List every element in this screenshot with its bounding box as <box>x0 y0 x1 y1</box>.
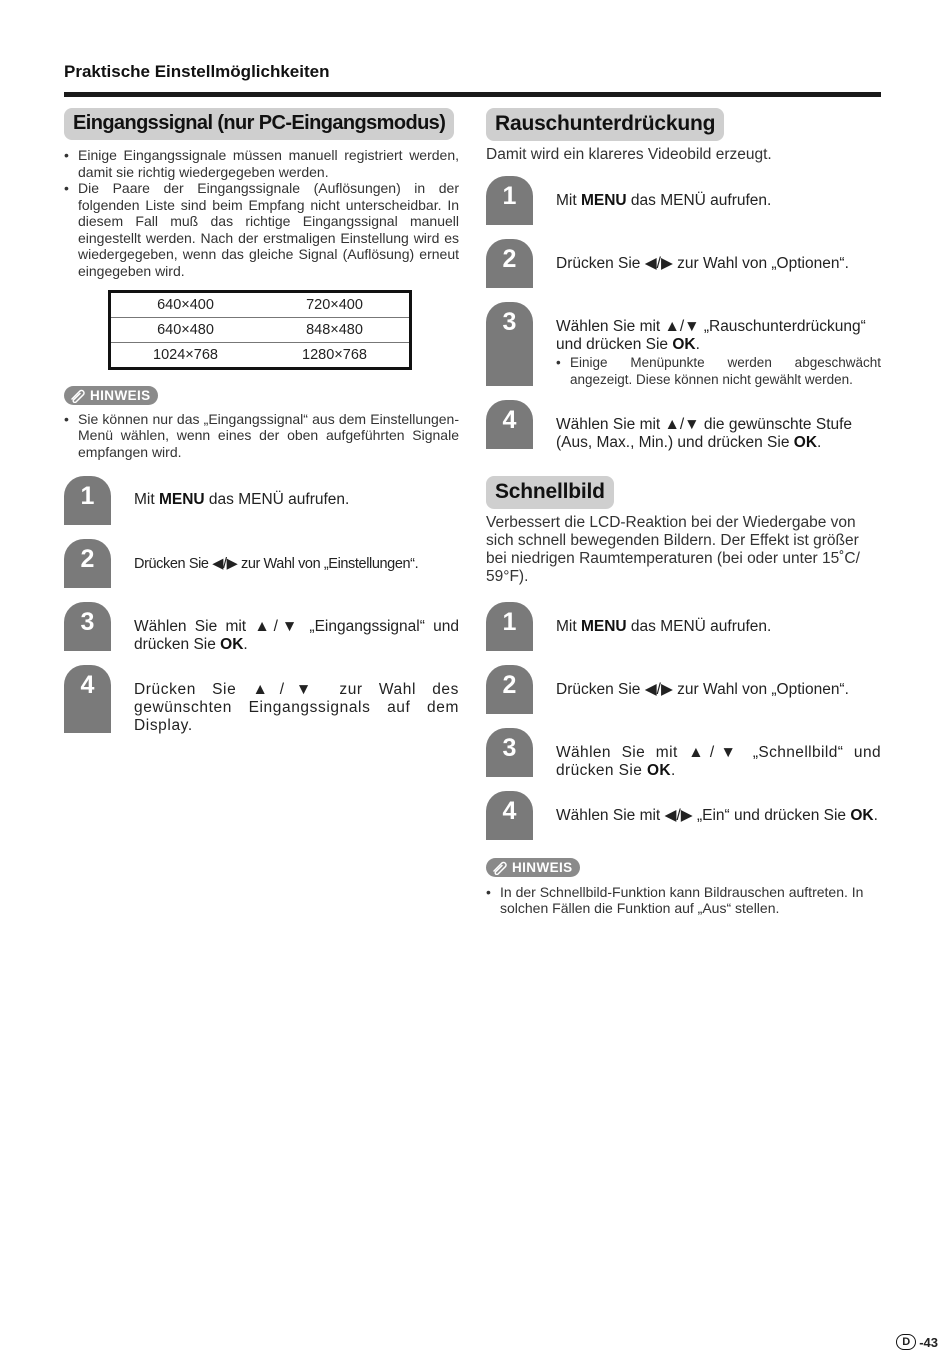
paperclip-icon <box>491 861 509 875</box>
step-number: 1 <box>64 476 111 525</box>
step-number: 3 <box>486 302 533 386</box>
step-number: 2 <box>486 665 533 714</box>
step-text: Mit MENU das MENÜ aufrufen. <box>556 192 772 209</box>
page-number <box>896 1334 938 1350</box>
page-header-title: Praktische Einstellmöglichkeiten <box>64 62 330 81</box>
noise-intro: Damit wird ein klareres Videobild erzeugt. <box>486 146 772 163</box>
quick-note <box>486 884 881 917</box>
step-1 <box>64 476 459 525</box>
table-row <box>110 292 411 318</box>
step-text: Drücken Sie ▲/▼ zur Wahl des gewünschten Eingangssignals auf dem Display. <box>134 681 459 734</box>
step-4 <box>486 791 881 840</box>
step-text: Mit MENU das MENÜ aufrufen. <box>134 491 350 508</box>
page-number-text: -43 <box>919 1334 938 1350</box>
step-number: 2 <box>486 239 533 288</box>
table-cell: 720×400 <box>306 297 363 313</box>
resolution-table <box>108 290 412 370</box>
step-text: Wählen Sie mit ▲/▼ die gewünschte Stufe (Aus, Max., Min.) und drücken Sie OK. <box>556 416 853 451</box>
note-text: • Sie können nur das „Eingangssignal“ aus dem Einstellungen-Menü wählen, wenn eines der oben aufgeführten Signale empfangen wird. <box>64 411 459 461</box>
step-2 <box>486 665 881 714</box>
step-4 <box>64 665 459 733</box>
table-cell: 640×400 <box>157 297 214 313</box>
step-text: Wählen Sie mit ▲/▼ „Schnellbild“ und drücken Sie OK. <box>556 744 881 779</box>
table-cell: 640×480 <box>110 318 261 343</box>
section-title-quick: Schnellbild <box>486 476 614 509</box>
input-signal-bullets <box>64 147 459 279</box>
step-number: 1 <box>486 602 533 651</box>
section-title-noise: Rauschunterdrückung <box>486 108 724 141</box>
table-cell: 1024×768 <box>110 343 261 369</box>
step-number: 3 <box>486 728 533 777</box>
quick-intro: Verbessert die LCD-Reaktion bei der Wiedergabe von sich schnell bewegenden Bildern. Der Effekt ist größer bei niedrigen Raumtemperaturen (bei oder unter 15˚C/ 59°F). <box>486 514 860 585</box>
step-text: Drücken Sie ◀/▶ zur Wahl von „Optionen“. <box>556 681 849 698</box>
step-2 <box>64 539 459 588</box>
step-number: 4 <box>486 400 533 449</box>
language-badge: D <box>896 1334 916 1350</box>
step-text: Wählen Sie mit ▲/▼ „Rauschunterdrückung“ und drücken Sie OK. • Einige Menüpunkte werden abgeschwächt angezeigt. Diese können nicht gewählt werden. <box>556 318 881 388</box>
input-signal-steps <box>64 476 459 733</box>
step-number: 2 <box>64 539 111 588</box>
step-text: Wählen Sie mit ▲/▼ „Eingangssignal“ und drücken Sie OK. <box>134 618 459 653</box>
bullet-item: • Einige Eingangssignale müssen manuell registriert werden, damit sie richtig wiedergegeben werden. <box>64 147 459 180</box>
input-signal-note <box>64 411 459 461</box>
step-4 <box>486 400 881 449</box>
step-3 <box>486 302 881 386</box>
step-number: 4 <box>64 665 111 733</box>
paperclip-icon <box>69 389 87 403</box>
header-divider <box>64 92 881 97</box>
table-row <box>110 343 411 369</box>
note-badge <box>486 858 580 877</box>
step-text: Mit MENU das MENÜ aufrufen. <box>556 618 772 635</box>
note-text: • In der Schnellbild-Funktion kann Bildrauschen auftreten. In solchen Fällen die Funktion auf „Aus“ stellen. <box>486 884 881 917</box>
table-cell: 1280×768 <box>260 343 411 369</box>
bullet-item: • Die Paare der Eingangssignale (Auflösungen) in der folgenden Liste sind beim Empfang nicht unterscheidbar. In diesem Fall muß das richtige Eingangssignal manuell eingestellt werden. Nach der erstmaligen Einstellung wird es wiedergegeben, wenn das gleiche Signal (Auflösung) erneut eingegeben wird. <box>64 180 459 279</box>
step-number: 3 <box>64 602 111 651</box>
section-title-input-signal: Eingangssignal (nur PC-Eingangsmodus) <box>64 108 454 140</box>
table-cell: 848×480 <box>260 318 411 343</box>
table-row <box>110 318 411 343</box>
quick-steps <box>486 602 881 840</box>
step-text: Wählen Sie mit ◀/▶ „Ein“ und drücken Sie OK. <box>556 807 878 824</box>
step-3 <box>486 728 881 777</box>
left-column <box>64 108 459 733</box>
step-2 <box>486 239 881 288</box>
note-badge <box>64 386 158 405</box>
step-text: Drücken Sie ◀/▶ zur Wahl von „Optionen“. <box>556 255 849 272</box>
step-number: 4 <box>486 791 533 840</box>
step-1 <box>486 602 881 651</box>
step-number: 1 <box>486 176 533 225</box>
note-label: HINWEIS <box>90 388 151 403</box>
step-1 <box>486 176 881 225</box>
right-column <box>486 108 881 917</box>
noise-steps <box>486 176 881 449</box>
step-text: Drücken Sie ◀/▶ zur Wahl von „Einstellungen“. <box>134 556 419 572</box>
note-label: HINWEIS <box>512 860 573 875</box>
step-3 <box>64 602 459 651</box>
step-subnote: • Einige Menüpunkte werden abgeschwächt angezeigt. Diese können nicht gewählt werden. <box>556 354 881 388</box>
